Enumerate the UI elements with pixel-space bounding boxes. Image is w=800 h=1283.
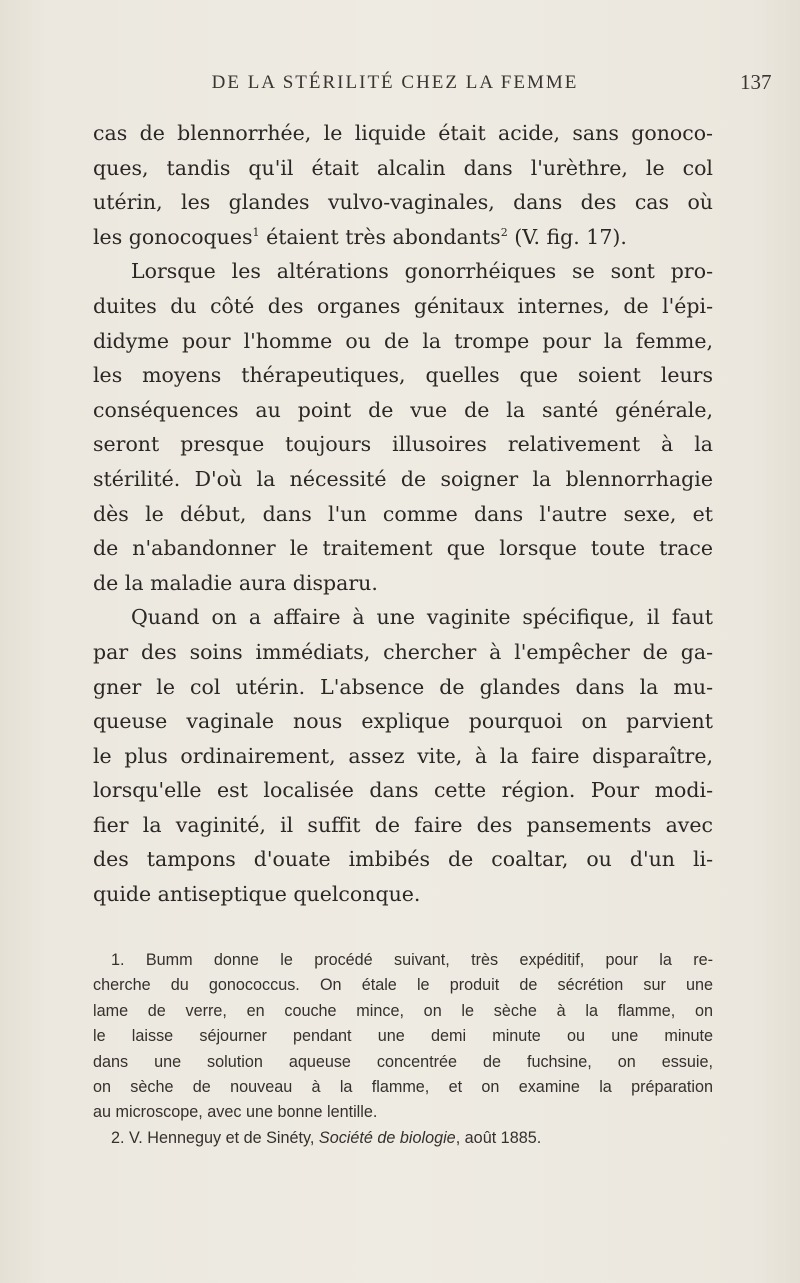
text-line: stérilité. D'où la nécessité de soigner la blennorrhagie [93, 466, 713, 491]
text-line [93, 220, 713, 255]
running-title: DE LA STÉRILITÉ CHEZ LA FEMME [211, 72, 579, 93]
footnote-line: le laisse séjourner pendant une demi minute ou une minute [93, 1027, 713, 1046]
text-fragment: les gonocoques [93, 224, 253, 249]
footnote-line: dans une solution aqueuse concentrée de fuchsine, on essuie, [93, 1052, 713, 1071]
footnote-2-date: , août 1885. [455, 1128, 542, 1147]
text-line: les moyens thérapeutiques, quelles que soient leurs [93, 363, 713, 388]
text-line: didyme pour l'homme ou de la trompe pour la femme, [93, 328, 713, 353]
text-line: quide antiseptique quelconque. [93, 882, 421, 907]
text-line: des tampons d'ouate imbibés de coaltar, ou d'un li- [93, 847, 713, 872]
main-text [93, 116, 713, 912]
footnotes [93, 948, 713, 1151]
footnote-2 [93, 1126, 713, 1151]
text-line: gner le col utérin. L'absence de glandes dans la mu- [93, 674, 713, 699]
text-line: utérin, les glandes vulvo-vaginales, dans des cas où [93, 190, 713, 215]
footnote-line: on sèche de nouveau à la flamme, et on examine la préparation [93, 1078, 713, 1097]
footnote-2-journal: Société de biologie [318, 1128, 456, 1147]
text-line: seront presque toujours illusoires relativement à la [93, 432, 713, 457]
text-line: de la maladie aura disparu. [93, 570, 378, 595]
footnote-line: au microscope, avec une bonne lentille. [93, 1103, 378, 1122]
footnote-ref-1: 1 [252, 225, 260, 239]
footnote-line: cherche du gonococcus. On étale le produit de sécrétion sur une [93, 976, 713, 995]
text-line: ques, tandis qu'il était alcalin dans l'urèthre, le col [93, 155, 713, 180]
running-header [110, 72, 680, 94]
text-line: par des soins immédiats, chercher à l'empêcher de ga- [93, 639, 713, 664]
text-fragment: (V. fig. 17). [507, 224, 627, 249]
text-line: lorsqu'elle est localisée dans cette région. Pour modi- [93, 778, 713, 803]
text-line: cas de blennorrhée, le liquide était acide, sans gonoco- [93, 121, 713, 145]
text-line: le plus ordinairement, assez vite, à la faire disparaître, [93, 743, 713, 768]
footnote-ref-2: 2 [500, 225, 508, 239]
text-line: duites du côté des organes génitaux internes, de l'épi- [93, 293, 713, 318]
footnote-line: lame de verre, en couche mince, on le sèche à la flamme, on [93, 1001, 713, 1020]
text-fragment: étaient très abondants [259, 224, 501, 249]
text-line: conséquences au point de vue de la santé générale, [93, 397, 713, 422]
text-line: dès le début, dans l'un comme dans l'autre sexe, et [93, 501, 713, 526]
footnote-2-text: 2. V. Henneguy et de Sinéty, [111, 1128, 319, 1147]
footnote-line: 1. Bumm donne le procédé suivant, très expéditif, pour la re- [111, 951, 713, 969]
text-line: Quand on a affaire à une vaginite spécifique, il faut [131, 605, 713, 630]
text-line: fier la vaginité, il suffit de faire des pansements avec [93, 812, 713, 837]
page-number: 137 [740, 70, 772, 94]
text-line: de n'abandonner le traitement que lorsque toute trace [93, 536, 713, 561]
text-line: Lorsque les altérations gonorrhéiques se sont pro- [131, 259, 713, 284]
text-line: queuse vaginale nous explique pourquoi on parvient [93, 709, 713, 734]
